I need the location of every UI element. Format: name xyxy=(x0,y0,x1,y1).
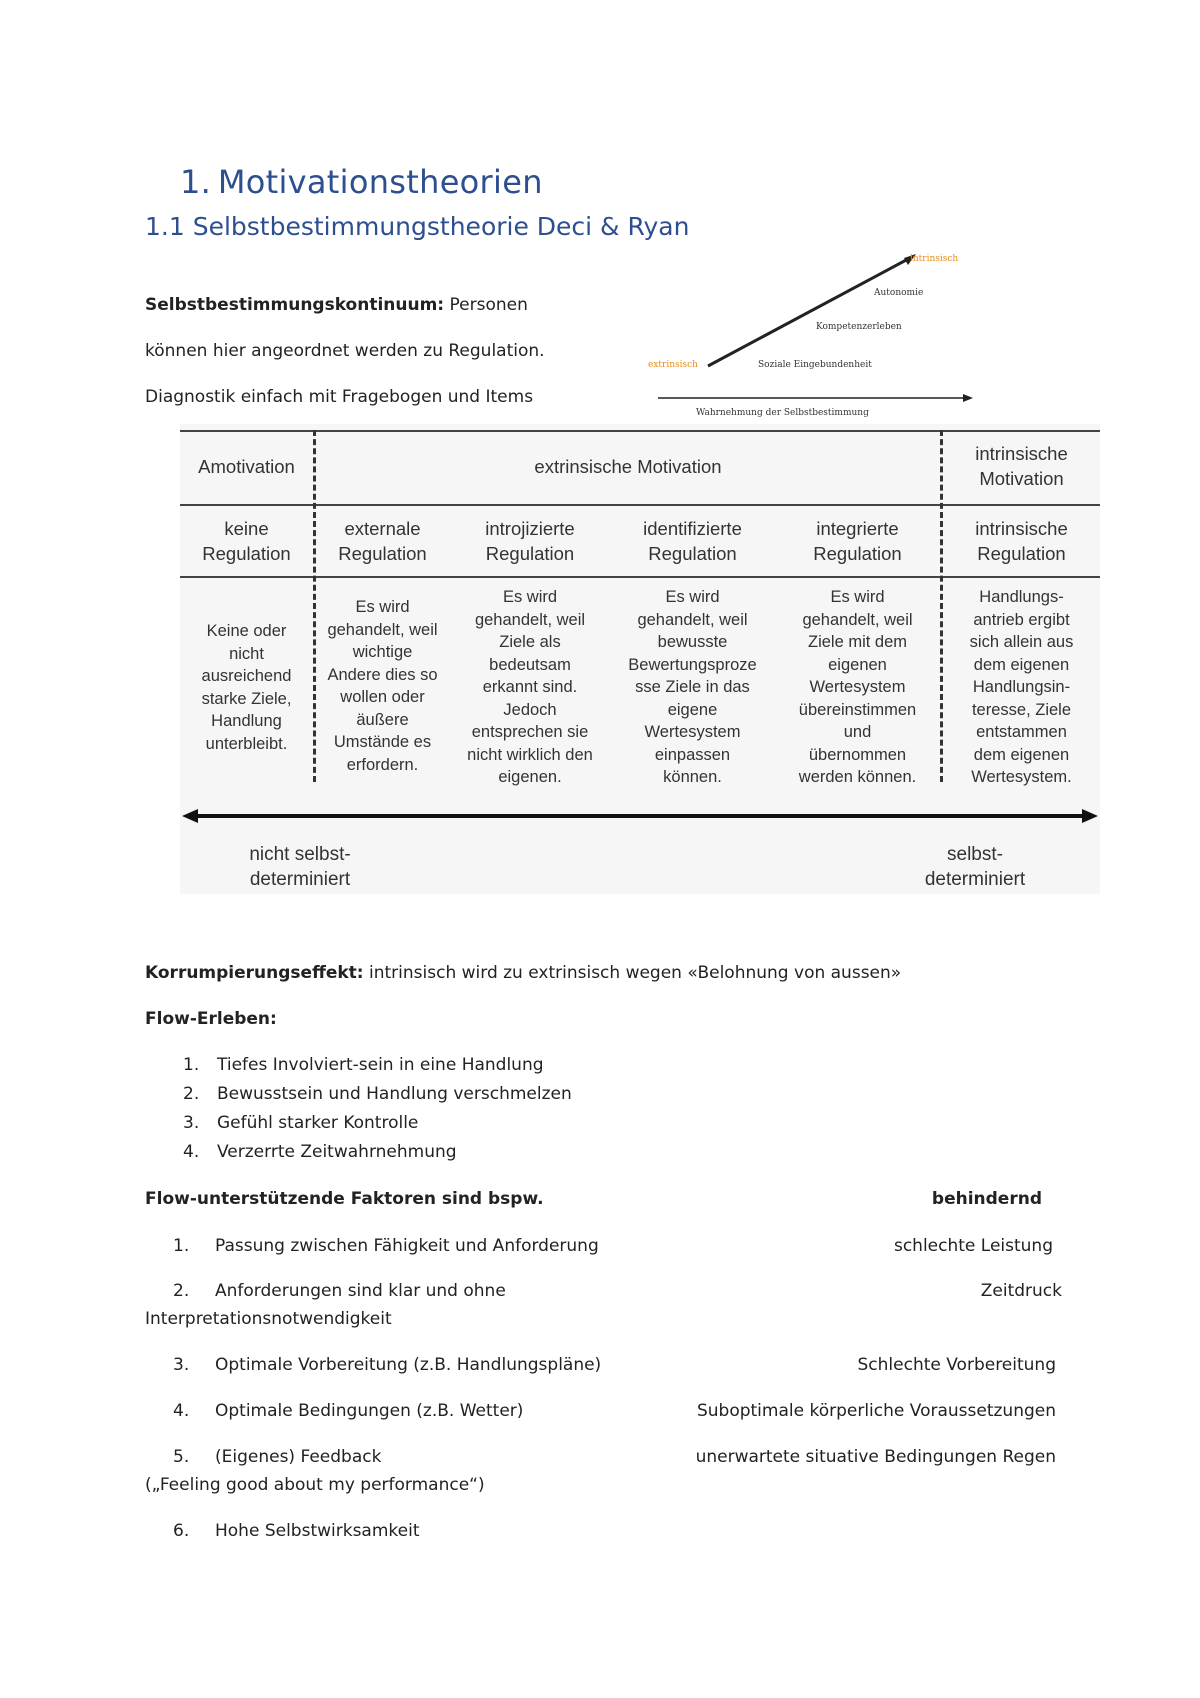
header-amotivation: Amotivation xyxy=(198,456,295,477)
intro-line-1 xyxy=(145,295,528,315)
regulation-intrinsic: intrinsische Regulation xyxy=(975,518,1068,564)
header-intrinsic: intrinsische Motivation xyxy=(975,443,1068,489)
description-intrinsic: Handlungs- antrieb ergibt sich allein aus dem eigenen Handlungsin- teresse, Ziele entstammen dem eigenen Wertesystem. xyxy=(969,588,1074,786)
regulation-external: externale Regulation xyxy=(338,518,427,564)
arrow-right-head xyxy=(1082,809,1098,823)
mini-label-autonomie: Autonomie xyxy=(874,288,924,298)
mini-label-intrinsisch: intrinsisch xyxy=(910,254,959,264)
intro-line-2: können hier angeordnet werden zu Regulation. xyxy=(145,341,545,361)
korrumpierung-paragraph xyxy=(145,963,901,983)
mini-diagram-lines xyxy=(648,248,988,423)
factor-continuation-5: („Feeling good about my performance“) xyxy=(145,1475,485,1495)
description-keine: Keine oder nicht ausreichend starke Ziele, Handlung unterbleibt. xyxy=(201,622,292,753)
factor-num: 4. xyxy=(173,1401,190,1421)
description-external: Es wird gehandelt, weil wichtige Andere dies so wollen oder äußere Umstände es erfordern. xyxy=(327,598,438,774)
factor-text: Optimale Bedingungen (z.B. Wetter) xyxy=(215,1401,524,1421)
factor-num: 3. xyxy=(173,1355,190,1375)
factor-hindering-1: schlechte Leistung xyxy=(893,1236,1053,1256)
section-heading: 1.1 Selbstbestimmungstheorie Deci & Ryan xyxy=(145,212,690,241)
factor-num: 2. xyxy=(173,1281,190,1301)
mini-label-axis: Wahrnehmung der Selbstbestimmung xyxy=(696,408,869,418)
regulation-keine: keine Regulation xyxy=(202,518,291,564)
factor-num: 5. xyxy=(173,1447,190,1467)
description-identified: Es wird gehandelt, weil bewusste Bewertungsproze sse Ziele in das eigene Wertesystem einpassen können. xyxy=(628,588,757,786)
regulation-integrated: integrierte Regulation xyxy=(813,518,902,564)
mini-label-extrinsisch: extrinsisch xyxy=(648,360,698,370)
factor-hindering-3: Schlechte Vorbereitung xyxy=(857,1355,1056,1375)
header-extrinsic: extrinsische Motivation xyxy=(534,456,722,477)
flow-item-2: Bewusstsein und Handlung verschmelzen xyxy=(217,1084,572,1104)
list-item: 4. Verzerrte Zeitwahrnehmung xyxy=(183,1142,457,1162)
continuum-double-arrow xyxy=(180,804,1100,834)
mini-label-eingebundenheit: Soziale Eingebundenheit xyxy=(758,360,872,370)
factor-hindering-5: unerwartete situative Bedingungen Regen xyxy=(695,1447,1056,1467)
mini-label-kompetenz: Kompetenzerleben xyxy=(816,322,902,332)
flow-item-1: Tiefes Involviert-sein in eine Handlung xyxy=(217,1055,544,1075)
table-header-rule xyxy=(180,504,1100,506)
factor-text: Passung zwischen Fähigkeit und Anforderung xyxy=(215,1236,599,1256)
korrumpierung-term: Korrumpierungseffekt: xyxy=(145,963,364,983)
motivation-continuum-figure xyxy=(180,424,1100,894)
factor-hindering-2: Zeitdruck xyxy=(980,1281,1062,1301)
intro-term: Selbstbestimmungskontinuum: xyxy=(145,295,445,315)
regulation-identified: identifizierte Regulation xyxy=(643,518,742,564)
flow-title: Flow-Erleben: xyxy=(145,1009,277,1029)
factor-text: Hohe Selbstwirksamkeit xyxy=(215,1521,420,1541)
flow-item-4: Verzerrte Zeitwahrnehmung xyxy=(217,1142,457,1162)
factor-text: (Eigenes) Feedback xyxy=(215,1447,382,1467)
factor-text: Anforderungen sind klar und ohne xyxy=(215,1281,506,1301)
factor-num: 6. xyxy=(173,1521,190,1541)
description-integrated: Es wird gehandelt, weil Ziele mit dem eigenen Wertesystem übereinstimmen und übernommen werden können. xyxy=(798,588,917,786)
list-item: 2. Bewusstsein und Handlung verschmelzen xyxy=(183,1084,572,1104)
diagonal-arrow-line xyxy=(708,258,910,366)
horizontal-arrowhead xyxy=(963,394,973,402)
regulation-introjected: introjizierte Regulation xyxy=(485,518,575,564)
flow-item-3: Gefühl starker Kontrolle xyxy=(217,1113,419,1133)
factors-right-title: behindernd xyxy=(931,1189,1042,1209)
self-determination-mini-diagram xyxy=(648,248,988,423)
factor-text: Optimale Vorbereitung (z.B. Handlungspläne) xyxy=(215,1355,602,1375)
pole-not-self-determined: nicht selbst- determiniert xyxy=(249,844,351,890)
table-top-rule xyxy=(180,430,1100,432)
korrumpierung-text: intrinsisch wird zu extrinsisch wegen «Belohnung von aussen» xyxy=(363,963,902,983)
pole-self-determined: selbst- determiniert xyxy=(924,844,1026,890)
intro-line-1-rest: Personen xyxy=(444,295,528,315)
list-item: 3. Gefühl starker Kontrolle xyxy=(183,1113,419,1133)
description-introjected: Es wird gehandelt, weil Ziele als bedeutsam erkannt sind. Jedoch entsprechen sie nicht wirklich den eigenen. xyxy=(467,588,593,786)
table-regulation-rule xyxy=(180,576,1100,578)
factors-title: Flow-unterstützende Faktoren sind bspw. xyxy=(145,1189,544,1209)
intro-line-3: Diagnostik einfach mit Fragebogen und Items xyxy=(145,387,534,407)
chapter-heading: 1. Motivationstheorien xyxy=(180,163,543,201)
list-item: 1. Tiefes Involviert-sein in eine Handlung xyxy=(183,1055,544,1075)
factor-continuation-2: Interpretationsnotwendigkeit xyxy=(145,1309,392,1329)
factor-num: 1. xyxy=(173,1236,190,1256)
arrow-left-head xyxy=(182,809,198,823)
flow-list xyxy=(145,1055,572,1171)
factor-hindering-4: Suboptimale körperliche Voraussetzungen xyxy=(696,1401,1056,1421)
